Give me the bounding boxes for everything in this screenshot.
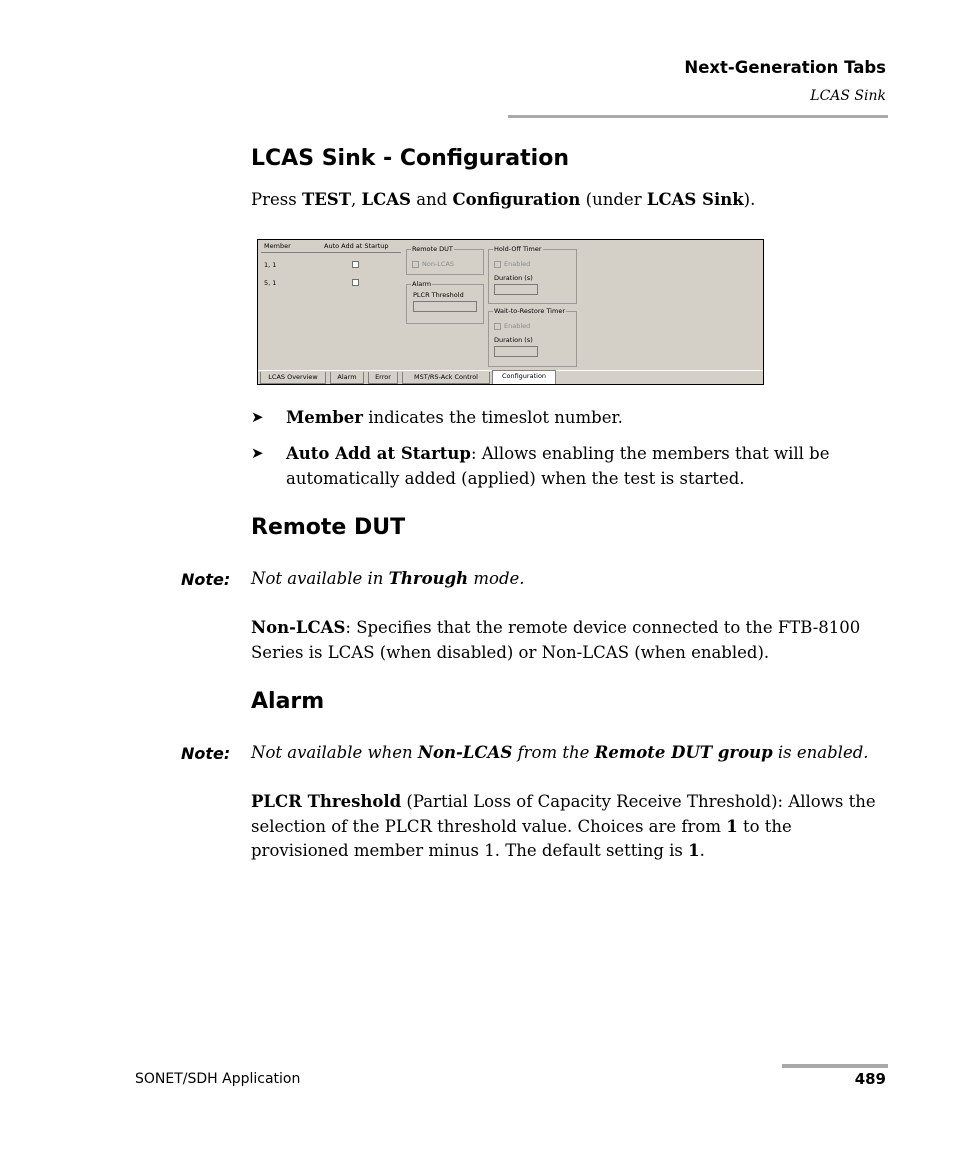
tab-bar (258, 370, 763, 384)
hold-off-enabled-checkbox[interactable] (494, 261, 501, 268)
non-lcas-checkbox[interactable] (412, 261, 419, 268)
header-rule (508, 115, 888, 118)
footer-document-title: SONET/SDH Application (135, 1071, 301, 1087)
alarm-group-title: Alarm (412, 280, 432, 288)
running-header-title: Next-Generation Tabs (684, 58, 886, 77)
auto-add-checkbox-row-1[interactable] (352, 261, 359, 268)
alarm-group (406, 280, 484, 324)
remote-dut-group (406, 245, 484, 275)
lcas-sink-configuration-screenshot (257, 239, 764, 385)
wait-to-restore-enabled-checkbox[interactable] (494, 323, 501, 330)
wait-to-restore-enabled-label: Enabled (504, 322, 531, 330)
auto-add-column-header: Auto Add at Startup (324, 242, 389, 250)
hold-off-timer-group (488, 245, 577, 304)
remote-dut-group-title: Remote DUT (412, 245, 453, 253)
auto-add-checkbox-row-2[interactable] (352, 279, 359, 286)
hold-off-timer-group-title: Hold-Off Timer (494, 245, 542, 253)
tab-mst-rs-ack-control[interactable]: MST/RS-Ack Control (402, 372, 490, 384)
wait-to-restore-timer-group (488, 307, 577, 367)
plcr-threshold-label: PLCR Threshold (413, 291, 464, 299)
section-heading-lcas-sink-configuration: LCAS Sink - Configuration (251, 146, 569, 171)
member-row-2: 5, 1 (264, 279, 277, 287)
member-row-1: 1, 1 (264, 261, 277, 269)
note-text-alarm: Not available when Non-LCAS from the Remote DUT group is enabled. (251, 743, 869, 762)
bullet-member: Member indicates the timeslot number. (286, 408, 623, 427)
note-text-remote-dut: Not available in Through mode. (251, 569, 525, 588)
bullet-auto-add: Auto Add at Startup: Allows enabling the members that will be automatically added (applied) when the test is started. (286, 444, 830, 488)
bullet-arrow-icon: ➤ (251, 444, 264, 462)
list-header-divider (261, 252, 401, 253)
footer-rule (782, 1064, 888, 1068)
page-number: 489 (854, 1070, 886, 1088)
wait-to-restore-duration-field[interactable] (494, 346, 538, 357)
bullet-arrow-icon: ➤ (251, 408, 264, 426)
non-lcas-label: Non-LCAS (422, 260, 455, 268)
wait-to-restore-group-title: Wait-to-Restore Timer (494, 307, 565, 315)
plcr-threshold-paragraph: PLCR Threshold (Partial Loss of Capacity Receive Threshold): Allows the selection of the PLCR threshold value. Choices are from 1 to the provisioned member minus 1. The default setting is 1. (251, 792, 876, 860)
plcr-threshold-field[interactable] (413, 301, 477, 312)
section-heading-remote-dut: Remote DUT (251, 515, 406, 540)
member-column-header: Member (264, 242, 291, 250)
non-lcas-paragraph: Non-LCAS: Specifies that the remote device connected to the FTB-8100 Series is LCAS (when disabled) or Non-LCAS (when enabled). (251, 618, 861, 662)
intro-paragraph: Press TEST, LCAS and Configuration (under LCAS Sink). (251, 190, 756, 209)
tab-configuration[interactable]: Configuration (492, 370, 556, 384)
hold-off-duration-field[interactable] (494, 284, 538, 295)
tab-alarm[interactable]: Alarm (330, 372, 364, 384)
note-label-remote-dut: Note: (181, 570, 231, 589)
tab-lcas-overview[interactable]: LCAS Overview (260, 372, 326, 384)
hold-off-duration-label: Duration (s) (494, 274, 533, 282)
hold-off-enabled-label: Enabled (504, 260, 531, 268)
note-label-alarm: Note: (181, 744, 231, 763)
section-heading-alarm: Alarm (251, 689, 325, 714)
running-header-subtitle: LCAS Sink (810, 88, 886, 104)
wait-to-restore-duration-label: Duration (s) (494, 336, 533, 344)
tab-error[interactable]: Error (368, 372, 398, 384)
